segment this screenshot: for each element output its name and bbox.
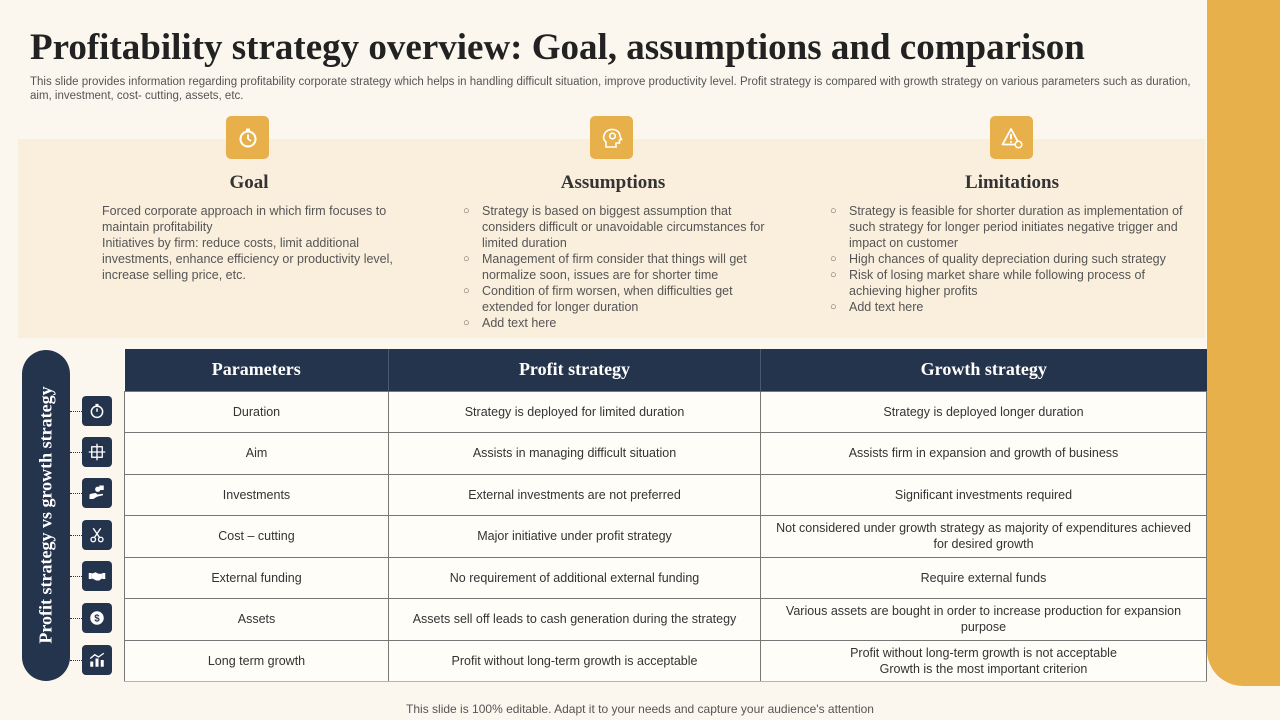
growth-cell: Profit without long-term growth is not acceptable Growth is the most important criterion (761, 640, 1207, 682)
row-connector (70, 660, 82, 661)
limitations-heading: Limitations (965, 172, 1059, 193)
growth-cell: Not considered under growth strategy as majority of expenditures achieved for desired growth (761, 516, 1207, 558)
comparison-table (124, 349, 1207, 682)
page-title: Profitability strategy overview: Goal, assumptions and comparison (30, 27, 1085, 68)
table-row (125, 599, 1207, 641)
header-growth-strategy: Growth strategy (761, 349, 1207, 391)
row-connector (70, 411, 82, 412)
profit-cell: Profit without long-term growth is acceptable (389, 640, 761, 682)
footer-note: This slide is 100% editable. Adapt it to your needs and capture your audience's attention (406, 702, 874, 716)
assumption-item: ○ Condition of firm worsen, when difficulties get extended for longer duration (463, 283, 773, 315)
goal-text (102, 203, 397, 283)
table-row (125, 557, 1207, 599)
assumption-item: ○ Strategy is based on biggest assumption that considers difficult or unavoidable circumstances for limited duration (463, 203, 773, 251)
assumption-item: ○ Management of firm consider that things will get normalize soon, issues are for shorter time (463, 251, 773, 283)
table-row (125, 391, 1207, 433)
assumption-item: ○ Add text here (463, 315, 773, 331)
profit-cell: Major initiative under profit strategy (389, 516, 761, 558)
growth-cell: Various assets are bought in order to increase production for expansion purpose (761, 599, 1207, 641)
table-row (125, 516, 1207, 558)
goal-line: Forced corporate approach in which firm focuses to maintain profitability (102, 204, 387, 234)
table-row (125, 640, 1207, 682)
stopwatch-icon (226, 116, 269, 159)
header-profit-strategy: Profit strategy (389, 349, 761, 391)
goal-heading: Goal (229, 172, 269, 193)
svg-text:$: $ (94, 613, 100, 625)
profit-cell: Assists in managing difficult situation (389, 433, 761, 475)
head-gear-icon (590, 116, 633, 159)
growth-cell: Assists firm in expansion and growth of business (761, 433, 1207, 475)
row-connector (70, 576, 82, 577)
profit-cell: External investments are not preferred (389, 474, 761, 516)
limitation-item: ○ Risk of losing market share while following process of achieving higher profits (830, 267, 1192, 299)
growth-cell: Require external funds (761, 557, 1207, 599)
param-cell: Duration (125, 391, 389, 433)
limitation-item: ○ Strategy is feasible for shorter duration as implementation of such strategy for longer period initiates negative trigger and impact on customer (830, 203, 1192, 251)
growth-chart-icon (82, 645, 112, 675)
hand-money-icon (82, 478, 112, 508)
profit-cell: Assets sell off leads to cash generation during the strategy (389, 599, 761, 641)
goal-line: Initiatives by firm: reduce costs, limit additional investments, enhance efficiency or productivity level, increase selling price, etc. (102, 236, 393, 282)
param-cell: Aim (125, 433, 389, 475)
growth-cell: Significant investments required (761, 474, 1207, 516)
row-connector (70, 618, 82, 619)
table-header-row (125, 349, 1207, 391)
limitations-list (830, 203, 1192, 315)
side-label: Profit strategy vs growth strategy (35, 386, 56, 644)
param-cell: Cost – cutting (125, 516, 389, 558)
param-cell: Assets (125, 599, 389, 641)
row-connector (70, 452, 82, 453)
table-row (125, 433, 1207, 475)
row-connector (70, 493, 82, 494)
param-cell: Long term growth (125, 640, 389, 682)
scissors-icon (82, 520, 112, 550)
growth-cell: Strategy is deployed longer duration (761, 391, 1207, 433)
limitation-item: ○ Add text here (830, 299, 1192, 315)
assumptions-heading: Assumptions (560, 172, 666, 193)
param-cell: External funding (125, 557, 389, 599)
handshake-icon (82, 561, 112, 591)
target-icon (82, 437, 112, 467)
table-row (125, 474, 1207, 516)
row-connector (70, 535, 82, 536)
page-subtitle: This slide provides information regarding profitability corporate strategy which helps in handling difficult situation, improve productivity level. Profit strategy is compared with growth strategy on various parameters such as duration, aim, investment, cost- cutting, assets, etc. (30, 76, 1191, 102)
assumptions-list (463, 203, 773, 331)
globe-dollar-icon (82, 603, 112, 633)
header-parameters: Parameters (125, 349, 389, 391)
stopwatch-icon (82, 396, 112, 426)
profit-cell: Strategy is deployed for limited duration (389, 391, 761, 433)
decorative-right-band (1207, 0, 1280, 686)
warning-icon (990, 116, 1033, 159)
param-cell: Investments (125, 474, 389, 516)
limitation-item: ○ High chances of quality depreciation during such strategy (830, 251, 1192, 267)
profit-cell: No requirement of additional external funding (389, 557, 761, 599)
